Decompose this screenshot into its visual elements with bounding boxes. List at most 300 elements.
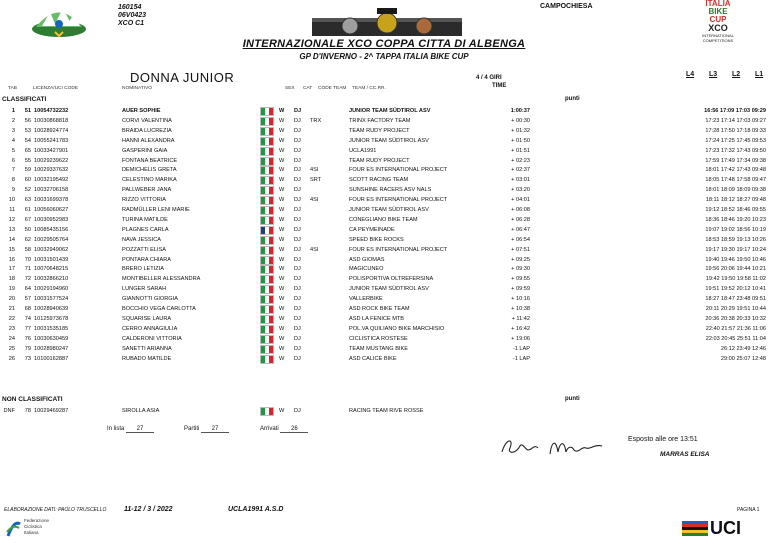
stat-arrivati-label: Arrivati (260, 426, 279, 432)
flag-stripe (269, 237, 273, 244)
position-cell: 1 (11, 108, 15, 114)
sex-cell: W (279, 315, 285, 322)
bib-number-cell: 78 (24, 408, 31, 414)
time-cell: + 09:25 (511, 256, 530, 263)
table-row (0, 344, 768, 354)
logo-text-competitions: COMPETITIONS (702, 38, 734, 43)
sex-cell: W (279, 127, 285, 134)
nation-flag-icon (261, 276, 273, 283)
team-name-cell: CICLISTICA ROSTESE (349, 335, 408, 342)
position-cell: 7 (11, 167, 15, 174)
team-name-cell: SPEED BIKE ROCKS (349, 236, 404, 243)
license-cell: 10030630459 (34, 335, 69, 342)
rider-name-cell: PALLWEBER JANA (122, 187, 172, 194)
fci-text-2: Ciclistica (24, 524, 42, 529)
table-row (0, 264, 768, 274)
rider-name-cell: NAVA JESSICA (122, 236, 161, 243)
logo-text-xco: XCO (708, 23, 728, 33)
rider-name-cell: MONTIBELLER ALESSANDRA (122, 276, 201, 283)
rider-name-cell: SIROLLA ASIA (122, 408, 160, 414)
signer-name: MARRAS ELISA (660, 451, 710, 458)
logo-text-bike: BIKE (708, 7, 728, 16)
sex-cell: W (279, 137, 285, 144)
rider-name-cell: RIZZO VITTORIA (122, 197, 167, 204)
flag-stripe (269, 217, 273, 224)
time-cell: + 19:06 (511, 335, 530, 342)
lap-times-cell: 19:40 19:46 19:50 10:46 (705, 256, 766, 263)
nation-flag-icon (261, 296, 273, 303)
logo-text-international: INTERNATIONAL (702, 33, 734, 38)
time-cell: + 09:59 (511, 286, 530, 293)
points-heading-nc: punti (565, 396, 580, 402)
team-name-cell: ASD LA FENICE MTB (349, 315, 405, 322)
license-cell: 10030868818 (34, 117, 69, 124)
lap-times-cell: 20:11 20:29 19:51 10:44 (705, 306, 766, 312)
flag-stripe (269, 138, 273, 145)
category-cell: DJ (294, 216, 301, 223)
category-cell: DJ (294, 147, 301, 154)
team-name-cell: ASD CALICE BIKE (349, 355, 397, 362)
bib-number-cell: 72 (24, 276, 31, 283)
fci-text-1: Federazione (24, 518, 50, 523)
lap-times-cell: 22:03 20:45 25:51 11:04 (705, 335, 766, 342)
license-cell: 10029505764 (34, 236, 69, 243)
category-cell: DJ (294, 157, 301, 164)
time-cell: + 10:38 (511, 306, 530, 312)
lap-times-cell: 17:59 17:49 17:34 09:38 (705, 157, 766, 164)
license-cell: 10028940639 (34, 306, 69, 312)
time-cell: + 09:55 (511, 276, 530, 283)
rider-name-cell: SANETTI ARIANNA (122, 345, 172, 352)
position-cell: 17 (8, 266, 15, 273)
flag-stripe (269, 167, 273, 174)
license-cell: 10029469287 (34, 408, 69, 414)
nation-flag-icon (261, 128, 273, 135)
table-row (0, 205, 768, 215)
time-cell: + 11:42 (511, 315, 530, 322)
position-cell: 22 (8, 315, 15, 322)
team-name-cell: SUNSHINE RACERS ASV NALS (349, 187, 432, 194)
team-name-cell: JUNIOR TEAM SÜDTIROL ASV (349, 108, 431, 114)
position-cell: 12 (8, 216, 15, 223)
rider-name-cell: DEMICHELIS GRETA (122, 167, 177, 174)
signature-image (498, 434, 608, 460)
flag-stripe (269, 227, 273, 234)
bib-number-cell: 59 (24, 167, 31, 174)
rider-name-cell: GASPERINI GAIA (122, 147, 168, 154)
team-name-cell: CONEGLIANO BIKE TEAM (349, 216, 418, 223)
table-row (0, 334, 768, 344)
nation-flag-icon (261, 227, 273, 234)
category-cell: DJ (294, 127, 301, 134)
lap-times-cell: 16:56 17:09 17:03 09:29 (704, 108, 766, 114)
category-cell: DJ (294, 167, 301, 174)
rider-name-cell: PONTARA CHIARA (122, 256, 172, 263)
category-cell: DJ (294, 266, 301, 273)
bib-number-cell: 51 (24, 108, 31, 114)
category-cell: DJ (294, 286, 301, 293)
table-row (0, 195, 768, 205)
rider-name-cell: CALDERONI VITTORIA (122, 335, 182, 342)
column-header-sex: SEX (285, 86, 295, 91)
license-cell: 10032195492 (34, 177, 69, 184)
team-name-cell: SCOTT RACING TEAM (349, 177, 409, 184)
sex-cell: W (279, 167, 285, 174)
podium-medals-image (312, 8, 462, 36)
time-cell: + 04:01 (511, 197, 530, 204)
license-cell: 10028980247 (34, 345, 69, 352)
rider-name-cell: BOCCHIO VEGA CARLOTTA (122, 306, 196, 312)
nation-flag-icon (261, 167, 273, 174)
license-cell: 10032866210 (34, 276, 69, 283)
lap-header-l4: L4 (686, 71, 695, 78)
club-logo (30, 2, 88, 38)
sex-cell: W (279, 216, 285, 223)
category-cell: DJ (294, 246, 301, 253)
table-row (0, 284, 768, 294)
nation-flag-icon (261, 108, 273, 115)
column-header-name: NOMINATIVO (122, 86, 153, 91)
rider-name-cell: CERRO ANNAGIULIA (122, 325, 178, 332)
position-cell: 3 (11, 127, 15, 134)
flag-stripe (269, 306, 273, 313)
category-cell: DJ (294, 187, 301, 194)
lap-header-l3: L3 (709, 71, 718, 78)
table-row (0, 324, 768, 334)
position-cell: 23 (8, 325, 15, 332)
category-title: DONNA JUNIOR (130, 70, 235, 85)
lap-times-cell: 19:56 20:06 19:44 10:21 (705, 266, 766, 273)
fci-logo (6, 516, 66, 542)
rider-name-cell: HANNI ALEXANDRA (122, 137, 175, 144)
nation-flag-icon (261, 356, 273, 363)
lap-times-cell: 18:11 18:12 18:27 09:48 (705, 197, 766, 204)
team-name-cell: TEAM RUDY PROJECT (349, 127, 410, 134)
flag-stripe (269, 408, 273, 415)
team-code-cell: 4SI (310, 167, 319, 174)
table-row (0, 274, 768, 284)
nation-flag-icon (261, 217, 273, 224)
position-cell: 6 (11, 157, 15, 164)
sex-cell: W (279, 187, 285, 194)
table-row (0, 406, 768, 416)
page-number: PAGINA 1 (737, 507, 760, 513)
table-row (0, 304, 768, 314)
race-title: INTERNAZIONALE XCO COPPA CITTA DI ALBENGA (242, 38, 526, 50)
time-cell: + 02:37 (511, 167, 530, 174)
bib-number-cell: 64 (24, 286, 31, 293)
flag-stripe (269, 207, 273, 214)
license-cell: 10054732232 (34, 108, 69, 114)
bib-number-cell: 52 (24, 187, 31, 194)
license-cell: 10070648215 (34, 266, 69, 273)
venue: CAMPOCHIESA (540, 3, 593, 10)
data-processing-credit: ELABORAZIONE DATI: PAOLO TRUSCELLO (4, 507, 107, 513)
position-cell: 13 (8, 226, 15, 233)
stat-in-lista (107, 426, 154, 433)
team-name-cell: JUNIOR TEAM SÜDTIROL ASV (349, 286, 429, 293)
table-row (0, 156, 768, 166)
sex-cell: W (279, 117, 285, 124)
lap-times-cell: 19:07 19:02 18:56 10:19 (705, 226, 766, 233)
rider-name-cell: RADMÜLLER LENI MARIE (122, 207, 190, 213)
time-header: TIME (492, 83, 507, 89)
team-name-cell: RACING TEAM RIVE ROSSE (349, 408, 424, 414)
license-cell: 10056060627 (34, 207, 69, 213)
sex-cell: W (279, 108, 285, 114)
column-header-license: LICENZA/UCI CODE (33, 86, 79, 91)
bib-number-cell: 60 (24, 177, 31, 184)
flag-stripe (269, 346, 273, 353)
rider-name-cell: BRAIDA LUCREZIA (122, 127, 172, 134)
license-cell: 10030952983 (34, 216, 69, 223)
team-code-cell: 4SI (310, 197, 319, 204)
license-cell: 10028924774 (34, 127, 69, 134)
time-cell: + 06:47 (511, 226, 530, 233)
position-cell: 21 (8, 306, 15, 312)
lap-times-cell: 17:23 17:14 17:03 09:27 (705, 117, 766, 124)
uci-wordmark: UCI (710, 518, 741, 538)
license-cell: 10085435156 (34, 226, 69, 233)
bib-number-cell: 73 (24, 355, 31, 362)
time-cell: + 10:16 (511, 296, 530, 303)
time-cell: + 01:50 (511, 137, 530, 144)
table-row (0, 235, 768, 245)
lap-times-cell: 18:53 18:59 19:13 10:26 (705, 236, 766, 243)
flag-stripe (269, 177, 273, 184)
team-code-cell: TRX (310, 117, 322, 124)
table-row (0, 136, 768, 146)
time-cell: + 07:51 (511, 246, 530, 253)
flag-stripe (269, 326, 273, 333)
time-cell: + 00:30 (511, 117, 530, 124)
lap-times-cell: 19:51 19:52 20:12 10:41 (705, 286, 766, 293)
lap-times-cell: 18:27 18:47 23:48 09:51 (705, 296, 766, 303)
license-cell: 10031535185 (34, 325, 69, 332)
nation-flag-icon (261, 266, 273, 273)
category-cell: DJ (294, 355, 301, 362)
team-name-cell: MAGICUNEO (349, 266, 384, 273)
time-cell: -1 LAP (512, 345, 530, 352)
bib-number-cell: 71 (24, 266, 31, 273)
team-code-cell: 4SI (310, 246, 319, 253)
table-row (0, 215, 768, 225)
time-cell: + 06:08 (511, 207, 530, 213)
sex-cell: W (279, 408, 285, 414)
time-cell: + 06:28 (511, 216, 530, 223)
sex-cell: W (279, 325, 285, 332)
bib-number-cell: 76 (24, 335, 31, 342)
classified-heading: CLASSIFICATI (2, 96, 47, 103)
event-class: XCO C1 (118, 20, 145, 27)
bib-number-cell: 67 (24, 216, 31, 223)
category-cell: DJ (294, 335, 301, 342)
position-cell: 8 (11, 177, 15, 184)
time-cell: 1:00:37 (510, 108, 530, 114)
bib-number-cell: 74 (24, 315, 31, 322)
position-cell: 2 (11, 117, 15, 124)
flag-stripe (269, 257, 273, 264)
sex-cell: W (279, 157, 285, 164)
license-cell: 10100162887 (34, 355, 69, 362)
time-cell: + 01:32 (511, 127, 530, 134)
table-row (0, 126, 768, 136)
flag-stripe (269, 148, 273, 155)
time-cell: + 16:42 (511, 325, 530, 332)
nation-flag-icon (261, 316, 273, 323)
table-row (0, 255, 768, 265)
category-cell: DJ (294, 117, 301, 124)
sex-cell: W (279, 226, 285, 233)
sex-cell: W (279, 177, 285, 184)
team-name-cell: VALLERBIKE (349, 296, 383, 303)
table-row (0, 175, 768, 185)
nation-flag-icon (261, 138, 273, 145)
lap-times-cell: 17:28 17:50 17:18 09:33 (705, 127, 766, 134)
sex-cell: W (279, 296, 285, 303)
category-cell: DJ (294, 345, 301, 352)
category-cell: DJ (294, 256, 301, 263)
bib-number-cell: 77 (24, 325, 31, 332)
sex-cell: W (279, 276, 285, 283)
rider-name-cell: AUER SOPHIE (122, 108, 161, 114)
bib-number-cell: 63 (24, 197, 31, 204)
team-name-cell: ASD GIOMAS (349, 256, 385, 263)
nation-flag-icon (261, 286, 273, 293)
bib-number-cell: 79 (24, 345, 31, 352)
time-cell: -1 LAP (512, 355, 530, 362)
flag-stripe (269, 266, 273, 273)
nation-flag-icon (261, 257, 273, 264)
points-heading: punti (565, 96, 580, 102)
position-cell: 26 (8, 355, 15, 362)
license-cell: 10055241783 (34, 137, 69, 144)
logo-text-italia: ITALIA (705, 0, 731, 8)
sex-cell: W (279, 345, 285, 352)
bib-number-cell: 55 (24, 157, 31, 164)
uci-rainbow-icon (682, 521, 708, 537)
category-cell: DJ (294, 408, 301, 414)
team-name-cell: JUNIOR TEAM SÜDTIROL ASV (349, 207, 429, 213)
position-cell: 15 (8, 246, 15, 253)
rider-name-cell: BRERO LETIZIA (122, 266, 164, 273)
event-license: 06V0423 (118, 12, 147, 19)
flag-stripe (269, 336, 273, 343)
category-cell: DJ (294, 137, 301, 144)
rider-name-cell: RUBADO MATILDE (122, 355, 172, 362)
nation-flag-icon (261, 118, 273, 125)
position-cell: 14 (8, 236, 15, 243)
nation-flag-icon (261, 177, 273, 184)
sex-cell: W (279, 246, 285, 253)
event-id: 160154 (118, 4, 142, 11)
column-header-cat: CAT (303, 86, 313, 91)
position-cell: 25 (8, 345, 15, 352)
category-cell: DJ (294, 276, 301, 283)
bib-number-cell: 57 (24, 296, 31, 303)
column-header-tab: TAB (8, 86, 17, 91)
category-cell: DJ (294, 236, 301, 243)
bib-number-cell: 53 (24, 127, 31, 134)
rider-name-cell: GIANNOTTI GIORGIA (122, 296, 178, 303)
time-cell: + 03:01 (511, 177, 530, 184)
table-row (0, 314, 768, 324)
nation-flag-icon (261, 197, 273, 204)
rider-name-cell: CORVI VALENTINA (122, 117, 172, 124)
stat-arrivati (260, 426, 308, 433)
lap-times-cell: 18:05 17:48 17:58 09:47 (705, 177, 766, 184)
stat-partiti (184, 426, 229, 433)
position-cell: 18 (8, 276, 15, 283)
rider-name-cell: SQUARISE LAURA (122, 315, 172, 322)
bib-number-cell: 56 (24, 117, 31, 124)
category-cell: DJ (294, 296, 301, 303)
category-cell: DJ (294, 315, 301, 322)
category-cell: DJ (294, 306, 301, 312)
stat-partiti-value: 27 (201, 426, 229, 433)
team-name-cell: CA PEYMEINADE (349, 226, 395, 233)
event-dates: 11-12 / 3 / 2022 (124, 506, 173, 513)
category-cell: DJ (294, 207, 301, 213)
column-header-code: CODE TEAM (318, 86, 347, 91)
license-cell: 10032706158 (34, 187, 69, 194)
table-row (0, 165, 768, 175)
position-cell: 19 (8, 286, 15, 293)
flag-stripe (269, 276, 273, 283)
position-cell: 24 (8, 335, 15, 342)
team-name-cell: FOUR ES INTERNATIONAL PROJECT (349, 197, 448, 204)
bib-number-cell: 70 (24, 256, 31, 263)
position-cell: 9 (11, 187, 15, 194)
rider-name-cell: PLAGNES CARLA (122, 226, 169, 233)
license-cell: 10033427901 (34, 147, 69, 154)
nation-flag-icon (261, 207, 273, 214)
flag-stripe (269, 296, 273, 303)
table-row (0, 116, 768, 126)
nation-flag-icon (261, 326, 273, 333)
team-name-cell: FOUR ES INTERNATIONAL PROJECT (349, 246, 448, 253)
lap-times-cell: 18:36 18:46 19:20 10:23 (705, 216, 766, 223)
event-code (118, 4, 146, 28)
sex-cell: W (279, 207, 285, 213)
bib-number-cell: 65 (24, 147, 31, 154)
table-row (0, 106, 768, 116)
position-cell: 20 (8, 296, 15, 303)
category-cell: DJ (294, 197, 301, 204)
license-cell: 10032949062 (34, 246, 69, 253)
nation-flag-icon (261, 247, 273, 254)
not-classified-heading: NON CLASSIFICATI (2, 396, 63, 403)
lap-times-cell: 17:23 17:32 17:43 09:50 (705, 147, 766, 154)
organizer: UCLA1991 A.S.D (228, 506, 284, 513)
flag-stripe (269, 128, 273, 135)
category-cell: DJ (294, 108, 302, 114)
nation-flag-icon (261, 148, 273, 155)
rider-name-cell: POZZATTI ELISA (122, 246, 167, 253)
lap-times-cell: 19:42 19:50 19:58 11:02 (705, 276, 766, 283)
nation-flag-icon (261, 158, 273, 165)
category-cell: DJ (294, 177, 301, 184)
lap-times-cell: 29:00 25:07 12:48 (720, 355, 766, 362)
sex-cell: W (279, 236, 285, 243)
lap-header-l1: L1 (755, 71, 764, 78)
table-row (0, 354, 768, 364)
license-cell: 10029239622 (34, 157, 69, 164)
nation-flag-icon (261, 187, 273, 194)
nation-flag-icon (261, 336, 273, 343)
license-cell: 10031699378 (34, 197, 69, 204)
sex-cell: W (279, 197, 285, 204)
